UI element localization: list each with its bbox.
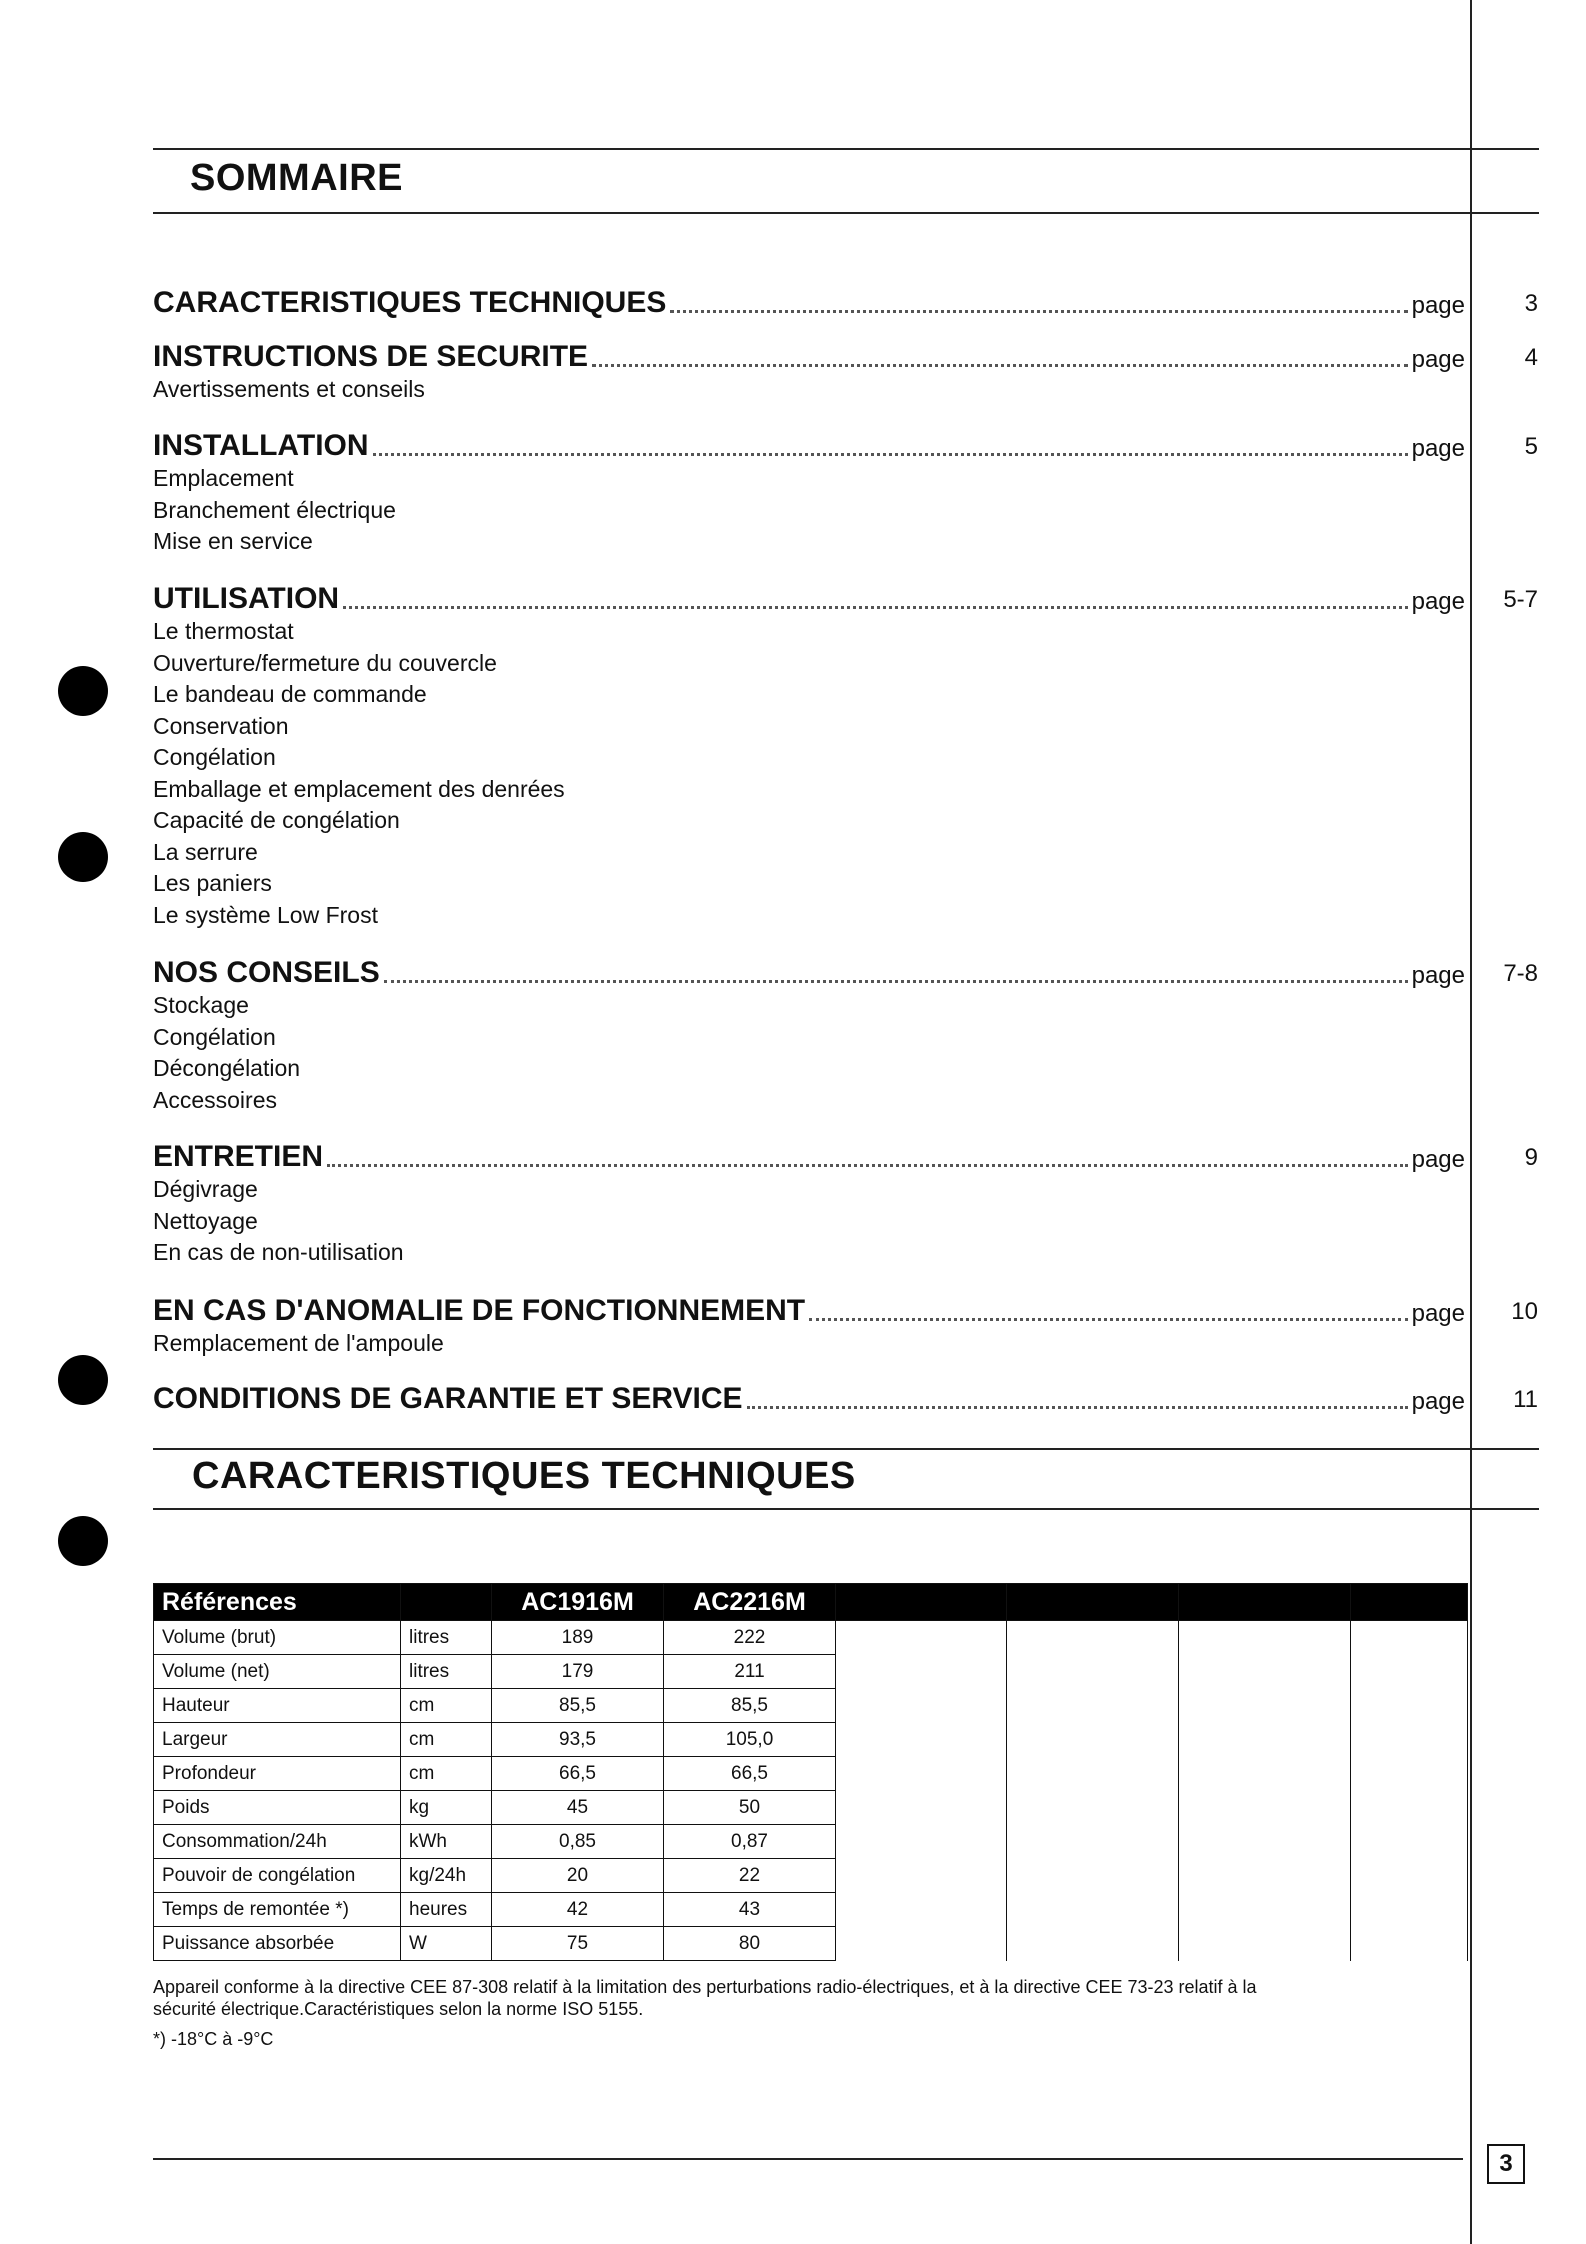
header-empty	[1351, 1584, 1468, 1621]
toc-leader-dots	[592, 363, 1408, 367]
empty-cell	[1007, 1757, 1179, 1791]
row-label: Temps de remontée *)	[154, 1893, 401, 1927]
toc-leader-dots	[747, 1405, 1408, 1409]
toc-subentry: Congélation	[153, 744, 276, 770]
row-label: Poids	[154, 1791, 401, 1825]
toc-subentry: Dégivrage	[153, 1176, 258, 1202]
sommaire-title: SOMMAIRE	[190, 157, 403, 199]
value-ac2216m: 211	[664, 1655, 836, 1689]
value-ac1916m: 42	[492, 1893, 664, 1927]
toc-entry	[153, 1286, 1465, 1326]
toc-leader-dots	[670, 309, 1407, 313]
toc-subentry: Capacité de congélation	[153, 807, 400, 833]
table-row	[154, 1791, 1468, 1825]
toc-entry-title: CARACTERISTIQUES TECHNIQUES	[153, 286, 667, 319]
spec-table	[153, 1583, 1468, 1961]
table-row	[154, 1621, 1468, 1655]
toc-page-number: 4	[1524, 344, 1538, 371]
empty-cell	[1179, 1893, 1351, 1927]
table-row	[154, 1757, 1468, 1791]
toc-entry-title: ENTRETIEN	[153, 1140, 324, 1173]
empty-cell	[1007, 1927, 1179, 1961]
empty-cell	[836, 1927, 1007, 1961]
table-row	[154, 1723, 1468, 1757]
toc-page-word: page	[1411, 1146, 1465, 1173]
empty-cell	[1179, 1723, 1351, 1757]
toc-subentry: Accessoires	[153, 1086, 277, 1113]
toc-subentry: Mise en service	[153, 528, 313, 554]
toc-page-word: page	[1411, 346, 1465, 373]
margin-dot	[58, 1516, 108, 1566]
rule-top	[153, 148, 1539, 150]
toc-entry	[153, 1374, 1465, 1414]
toc-entry-title: UTILISATION	[153, 582, 340, 615]
empty-cell	[1179, 1791, 1351, 1825]
header-model-2: AC2216M	[664, 1584, 836, 1621]
value-ac2216m: 66,5	[664, 1757, 836, 1791]
toc-entry	[153, 1132, 1465, 1172]
value-ac2216m: 43	[664, 1893, 836, 1927]
empty-cell	[836, 1655, 1007, 1689]
toc-page-number: 3	[1524, 290, 1538, 317]
table-row	[154, 1927, 1468, 1961]
toc-page-number: 7-8	[1503, 960, 1538, 987]
caracteristiques-title: CARACTERISTIQUES TECHNIQUES	[192, 1455, 856, 1497]
value-ac2216m: 0,87	[664, 1825, 836, 1859]
row-label: Consommation/24h	[154, 1825, 401, 1859]
binding-margin-line	[1470, 0, 1472, 2244]
row-unit: cm	[401, 1757, 492, 1791]
row-unit: kg	[401, 1791, 492, 1825]
toc-leader-dots	[384, 979, 1408, 983]
margin-dot	[58, 1355, 108, 1405]
empty-cell	[1007, 1893, 1179, 1927]
empty-cell	[1007, 1791, 1179, 1825]
empty-cell	[1351, 1859, 1468, 1893]
row-label: Volume (brut)	[154, 1621, 401, 1655]
table-row	[154, 1825, 1468, 1859]
toc-leader-dots	[327, 1163, 1408, 1167]
empty-cell	[1179, 1689, 1351, 1723]
row-label: Largeur	[154, 1723, 401, 1757]
toc-entry-title: INSTALLATION	[153, 429, 369, 462]
table-row	[154, 1655, 1468, 1689]
toc-entry	[153, 421, 1465, 461]
empty-cell	[1351, 1689, 1468, 1723]
empty-cell	[1179, 1859, 1351, 1893]
empty-cell	[836, 1859, 1007, 1893]
toc-page-word: page	[1411, 1300, 1465, 1327]
header-empty	[1179, 1584, 1351, 1621]
value-ac1916m: 179	[492, 1655, 664, 1689]
toc-subentry: Conservation	[153, 712, 289, 739]
toc-subentry: Congélation	[153, 1023, 276, 1050]
empty-cell	[836, 1757, 1007, 1791]
margin-dot	[58, 832, 108, 882]
value-ac1916m: 0,85	[492, 1825, 664, 1859]
value-ac1916m: 85,5	[492, 1689, 664, 1723]
row-unit: litres	[401, 1655, 492, 1689]
toc-leader-dots	[343, 605, 1408, 609]
value-ac2216m: 50	[664, 1791, 836, 1825]
toc-page-number: 5-7	[1503, 586, 1538, 613]
empty-cell	[836, 1825, 1007, 1859]
empty-cell	[1179, 1757, 1351, 1791]
toc-page-number: 10	[1511, 1298, 1538, 1325]
toc-subentry: Le bandeau de commande	[153, 681, 427, 707]
row-unit: heures	[401, 1893, 492, 1927]
margin-dot	[58, 666, 108, 716]
empty-cell	[1179, 1655, 1351, 1689]
value-ac1916m: 93,5	[492, 1723, 664, 1757]
empty-cell	[1351, 1791, 1468, 1825]
toc-page-number: 9	[1524, 1144, 1538, 1171]
toc-entry-title: NOS CONSEILS	[153, 956, 380, 989]
toc-subentry: Branchement électrique	[153, 496, 396, 523]
toc-leader-dots	[373, 452, 1408, 456]
toc-entry	[153, 574, 1465, 614]
toc-entry	[153, 278, 1465, 318]
value-ac1916m: 45	[492, 1791, 664, 1825]
empty-cell	[836, 1723, 1007, 1757]
empty-cell	[1007, 1825, 1179, 1859]
table-header-row	[154, 1584, 1468, 1621]
toc-entry-title: EN CAS D'ANOMALIE DE FONCTIONNEMENT	[153, 1294, 806, 1327]
empty-cell	[836, 1689, 1007, 1723]
value-ac2216m: 105,0	[664, 1723, 836, 1757]
toc-page-word: page	[1411, 588, 1465, 615]
header-model-1: AC1916M	[492, 1584, 664, 1621]
value-ac2216m: 85,5	[664, 1689, 836, 1723]
empty-cell	[1007, 1655, 1179, 1689]
table-row	[154, 1689, 1468, 1723]
toc-subentry: Le thermostat	[153, 618, 294, 644]
toc-subentry: En cas de non-utilisation	[153, 1239, 404, 1265]
note-temperature: *) -18°C à -9°C	[153, 2029, 274, 2049]
rule-below-title	[153, 212, 1539, 214]
row-label: Pouvoir de congélation	[154, 1859, 401, 1893]
toc-subentry: Emplacement	[153, 465, 294, 491]
empty-cell	[1007, 1723, 1179, 1757]
toc-page-number: 5	[1524, 433, 1538, 460]
empty-cell	[836, 1791, 1007, 1825]
row-unit: cm	[401, 1689, 492, 1723]
toc-subentry: Avertissements et conseils	[153, 376, 425, 402]
row-unit: W	[401, 1927, 492, 1961]
empty-cell	[1007, 1859, 1179, 1893]
rule-footer	[153, 2158, 1463, 2160]
value-ac1916m: 20	[492, 1859, 664, 1893]
toc-leader-dots	[809, 1317, 1407, 1321]
empty-cell	[1351, 1723, 1468, 1757]
header-empty	[836, 1584, 1007, 1621]
empty-cell	[836, 1621, 1007, 1655]
value-ac1916m: 75	[492, 1927, 664, 1961]
row-label: Profondeur	[154, 1757, 401, 1791]
note-directive-line-2: sécurité électrique.Caractéristiques selon la norme ISO 5155.	[153, 1999, 644, 2019]
toc-page-number: 11	[1513, 1386, 1538, 1413]
empty-cell	[1351, 1757, 1468, 1791]
toc-subentry: Emballage et emplacement des denrées	[153, 775, 565, 802]
rule-section2-top	[153, 1448, 1539, 1450]
empty-cell	[1007, 1621, 1179, 1655]
toc-page-word: page	[1411, 1388, 1465, 1415]
empty-cell	[836, 1893, 1007, 1927]
header-unit	[401, 1584, 492, 1621]
toc-subentry: Ouverture/fermeture du couvercle	[153, 649, 497, 676]
empty-cell	[1351, 1655, 1468, 1689]
toc-subentry: Le système Low Frost	[153, 901, 378, 928]
row-label: Puissance absorbée	[154, 1927, 401, 1961]
empty-cell	[1179, 1927, 1351, 1961]
header-empty	[1007, 1584, 1179, 1621]
toc-subentry: Décongélation	[153, 1055, 301, 1081]
row-label: Hauteur	[154, 1689, 401, 1723]
empty-cell	[1351, 1621, 1468, 1655]
toc-subentry: Les paniers	[153, 870, 272, 896]
value-ac2216m: 80	[664, 1927, 836, 1961]
table-row	[154, 1859, 1468, 1893]
toc-subentry: La serrure	[153, 838, 258, 865]
empty-cell	[1351, 1927, 1468, 1961]
toc-entry-title: CONDITIONS DE GARANTIE ET SERVICE	[153, 1382, 743, 1415]
value-ac2216m: 222	[664, 1621, 836, 1655]
toc-subentry: Nettoyage	[153, 1207, 258, 1234]
empty-cell	[1351, 1825, 1468, 1859]
row-unit: kWh	[401, 1825, 492, 1859]
header-references: Références	[154, 1584, 401, 1621]
value-ac1916m: 66,5	[492, 1757, 664, 1791]
toc-subentry: Stockage	[153, 992, 249, 1018]
row-unit: kg/24h	[401, 1859, 492, 1893]
toc-entry	[153, 332, 1465, 372]
toc-entry	[153, 948, 1465, 988]
page-number: 3	[1487, 2144, 1525, 2184]
toc-subentry: Remplacement de l'ampoule	[153, 1330, 444, 1356]
empty-cell	[1351, 1893, 1468, 1927]
value-ac2216m: 22	[664, 1859, 836, 1893]
value-ac1916m: 189	[492, 1621, 664, 1655]
toc-page-word: page	[1411, 435, 1465, 462]
rule-section2-bottom	[153, 1508, 1539, 1510]
row-unit: litres	[401, 1621, 492, 1655]
row-label: Volume (net)	[154, 1655, 401, 1689]
empty-cell	[1179, 1621, 1351, 1655]
empty-cell	[1007, 1689, 1179, 1723]
row-unit: cm	[401, 1723, 492, 1757]
toc-page-word: page	[1411, 962, 1465, 989]
toc-page-word: page	[1411, 292, 1465, 319]
table-row	[154, 1893, 1468, 1927]
note-directive-line-1: Appareil conforme à la directive CEE 87-308 relatif à la limitation des perturbations radio-électriques, et à la directive CEE 73-23 relatif à la	[153, 1977, 1257, 1997]
empty-cell	[1179, 1825, 1351, 1859]
toc-entry-title: INSTRUCTIONS DE SECURITE	[153, 340, 589, 373]
